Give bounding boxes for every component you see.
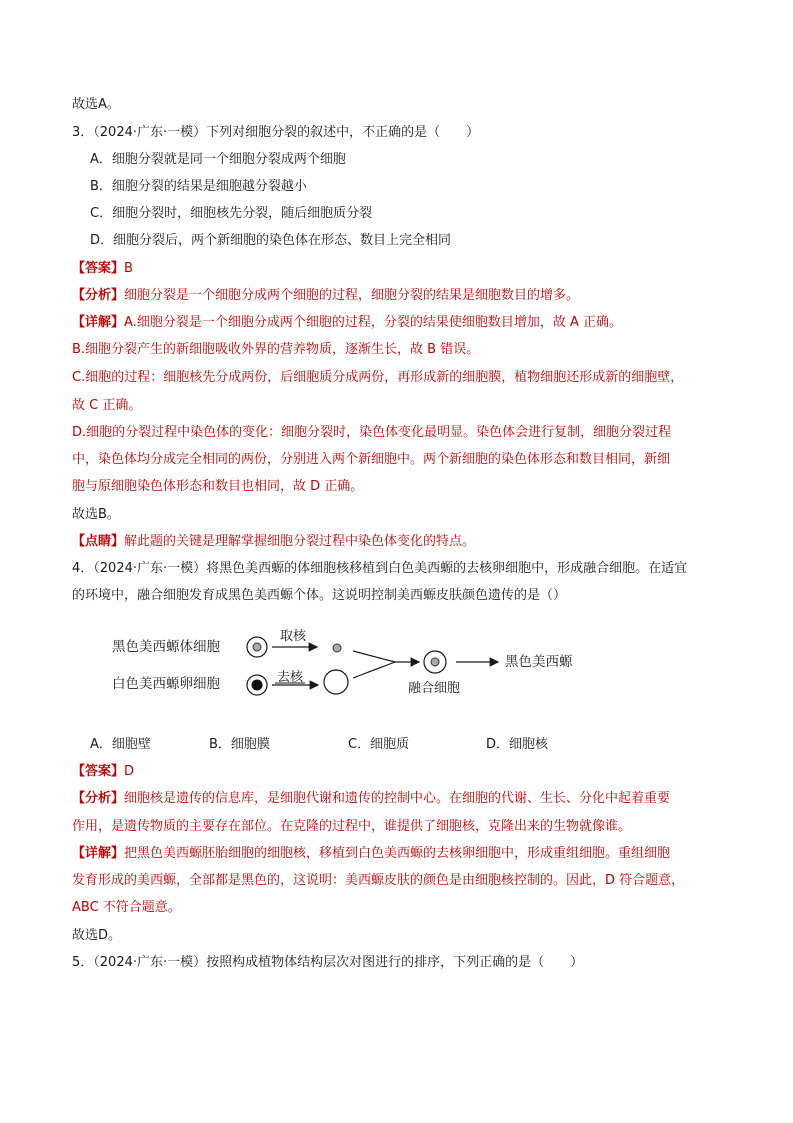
previous-choice: 故选A。 bbox=[72, 97, 120, 112]
extracted-nucleus-icon bbox=[333, 644, 341, 652]
analysis-tag: 【分析】 bbox=[72, 288, 125, 303]
q3-detail-line-6: 中，染色体均分成完全相同的两份，分别进入两个新细胞中。两个新细胞的染色体形态和数目相同，新细 bbox=[72, 452, 671, 467]
q3-option-d: D．细胞分裂后，两个新细胞的染色体在形态、数目上完全相同 bbox=[90, 233, 452, 248]
q3-choice: 故选B。 bbox=[72, 507, 120, 522]
label-fused-cell: 融合细胞 bbox=[408, 681, 461, 696]
q4-option-d: D．细胞核 bbox=[486, 737, 549, 752]
arrow-label-take-nucleus: 取核 bbox=[280, 629, 307, 644]
label-result-black-axolotl: 黑色美西螈 bbox=[505, 654, 573, 670]
detail-tag: 【详解】 bbox=[72, 846, 125, 861]
q3-detail-line-1 bbox=[72, 314, 622, 332]
merge-line-top bbox=[353, 651, 395, 662]
tip-text: 解此题的关键是理解掌握细胞分裂过程中染色体变化的特点。 bbox=[124, 534, 476, 549]
somatic-nucleus-icon bbox=[253, 643, 261, 651]
question-3-stem: 3．（2024·广东·一模）下列对细胞分裂的叙述中，不正确的是（ ） bbox=[72, 125, 480, 140]
q3-tip bbox=[72, 533, 475, 551]
q4-detail-line-2: 发育形成的美西螈，全部都是黑色的，这说明：美西螈皮肤的颜色是由细胞核控制的。因此，D 符合题意， bbox=[72, 873, 685, 888]
label-black-somatic-cell: 黑色美西螈体细胞 bbox=[112, 639, 220, 655]
answer-tag: 【答案】 bbox=[72, 261, 125, 276]
question-4-stem-line-1: 4．（2024·广东·一模）将黑色美西螈的体细胞核移植到白色美西螈的去核卵细胞中，形成融合细胞。在适宜 bbox=[72, 561, 688, 576]
egg-nucleus-icon bbox=[252, 680, 263, 691]
analysis-text: 细胞分裂是一个细胞分成两个细胞的过程，细胞分裂的结果是细胞数目的增多。 bbox=[124, 288, 580, 303]
detail-tag: 【详解】 bbox=[72, 315, 125, 330]
q3-detail-line-4: 故 C 正确。 bbox=[72, 398, 142, 413]
answer-tag: 【答案】 bbox=[72, 764, 125, 779]
tip-tag: 【点睛】 bbox=[72, 534, 125, 549]
q4-option-c: C．细胞质 bbox=[348, 737, 410, 752]
q3-option-b: B．细胞分裂的结果是细胞越分裂越小 bbox=[90, 179, 307, 194]
question-5-stem: 5．（2024·广东·一模）按照构成植物体结构层次对图进行的排序，下列正确的是（ ） bbox=[72, 955, 584, 970]
arrow-label-remove-nucleus: 去核 bbox=[277, 670, 304, 685]
answer-value: D bbox=[124, 764, 135, 779]
detail-text: A.细胞分裂是一个细胞分成两个细胞的过程，分裂的结果使细胞数目增加，故 A 正确。 bbox=[124, 315, 622, 330]
q3-detail-line-5: D.细胞的分裂过程中染色体的变化：细胞分裂时，染色体变化最明显。染色体会进行复制，细胞分裂过程 bbox=[72, 425, 672, 440]
q4-choice: 故选D。 bbox=[72, 928, 122, 943]
q4-analysis-line-1 bbox=[72, 790, 670, 808]
q3-detail-line-3: C.细胞的过程：细胞核先分成两份，后细胞质分成两份，再形成新的细胞膜，植物细胞还形成新的细胞壁， bbox=[72, 370, 684, 385]
q3-detail-line-7: 胞与原细胞染色体形态和数目也相同，故 D 正确。 bbox=[72, 479, 364, 494]
q3-detail-line-2: B.细胞分裂产生的新细胞吸收外界的营养物质，逐渐生长，故 B 错误。 bbox=[72, 342, 480, 357]
q4-answer bbox=[72, 763, 134, 781]
q3-answer bbox=[72, 260, 133, 278]
q3-analysis bbox=[72, 287, 579, 305]
analysis-tag: 【分析】 bbox=[72, 791, 125, 806]
fused-nucleus-icon bbox=[431, 658, 439, 666]
enucleated-egg-icon bbox=[324, 670, 348, 694]
analysis-text: 细胞核是遗传的信息库，是细胞代谢和遗传的控制中心。在细胞的代谢、生长、分化中起着重要 bbox=[124, 791, 671, 806]
q4-detail-line-3: ABC 不符合题意。 bbox=[72, 900, 181, 915]
q3-option-c: C．细胞分裂时，细胞核先分裂，随后细胞质分裂 bbox=[90, 206, 373, 221]
question-4-stem-line-2: 的环境中，融合细胞发育成黑色美西螈个体。这说明控制美西螈皮肤颜色遗传的是（） bbox=[72, 588, 567, 603]
q4-option-a: A．细胞壁 bbox=[90, 737, 151, 752]
label-white-egg-cell: 白色美西螈卵细胞 bbox=[112, 676, 220, 692]
q3-option-a: A．细胞分裂就是同一个细胞分裂成两个细胞 bbox=[90, 152, 346, 167]
merge-line-bottom bbox=[353, 662, 395, 678]
q4-detail-line-1 bbox=[72, 845, 670, 863]
q4-option-b: B．细胞膜 bbox=[209, 737, 270, 752]
detail-text: 把黑色美西螈胚胎细胞的细胞核，移植到白色美西螈的去核卵细胞中，形成重组细胞。重组细胞 bbox=[124, 846, 671, 861]
q4-analysis-line-2: 作用，是遗传物质的主要存在部位。在克隆的过程中，谁提供了细胞核，克隆出来的生物就像谁。 bbox=[72, 819, 632, 834]
answer-value: B bbox=[124, 261, 133, 276]
nuclear-transfer-diagram bbox=[100, 620, 600, 700]
